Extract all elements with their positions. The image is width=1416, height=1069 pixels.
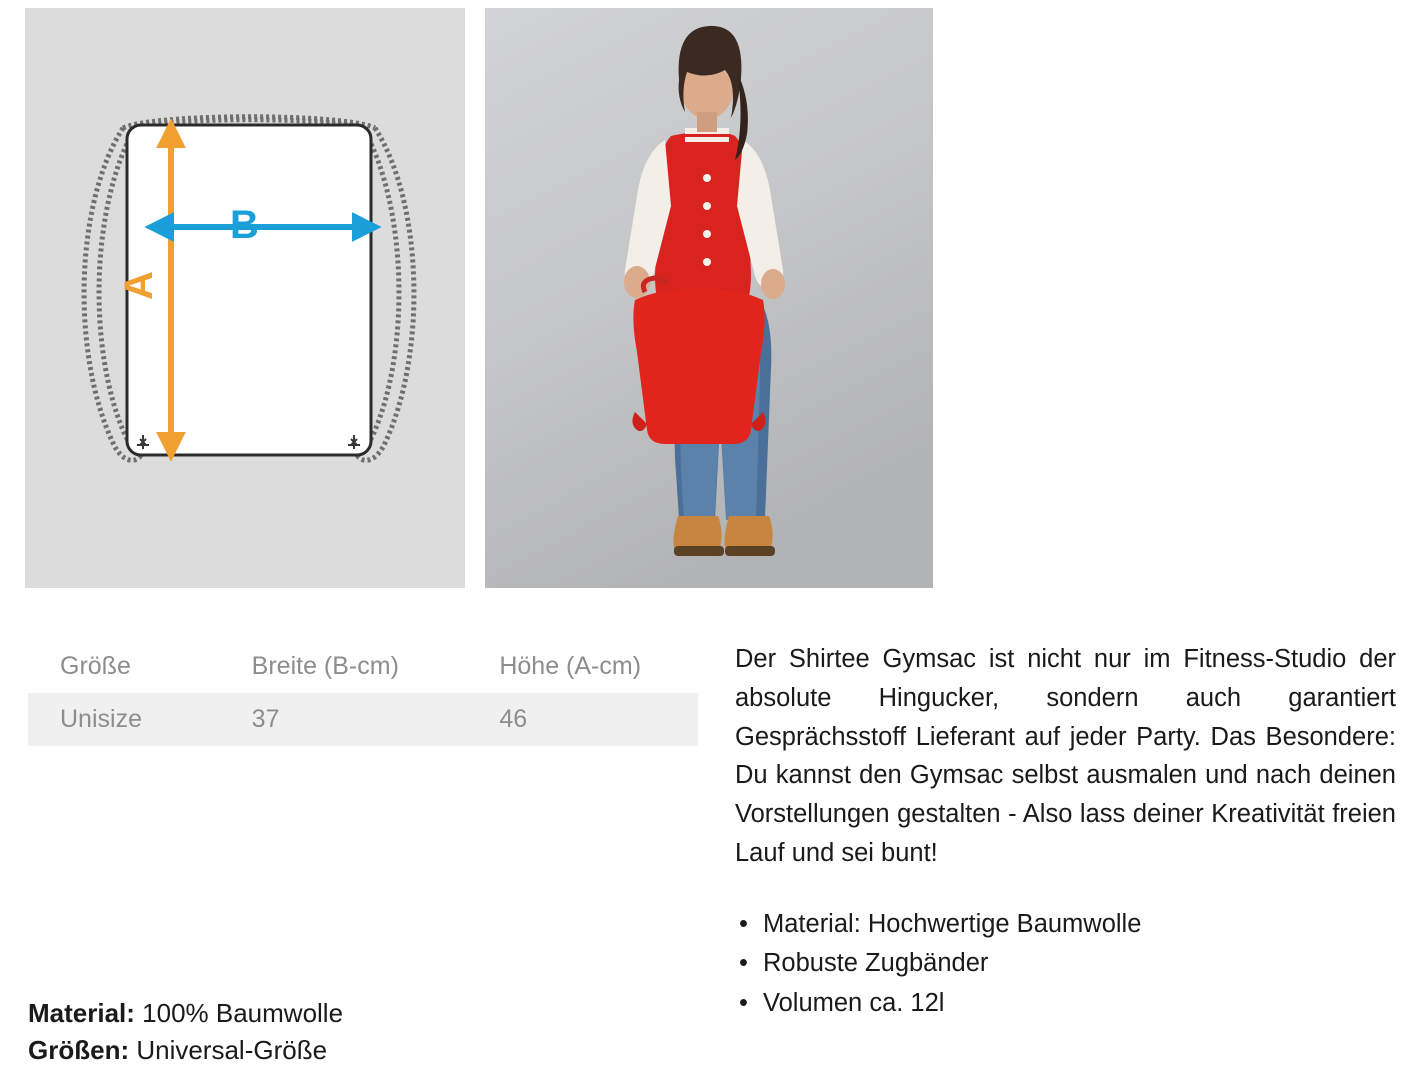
description-column [705,640,1416,1023]
dimension-b-label: B [230,203,259,247]
sizes-label: Größen: [28,1034,130,1065]
product-description: Der Shirtee Gymsac ist nicht nur im Fitness-Studio der absolute Hingucker, sondern auch garantiert Gesprächsstoff Lieferant auf jeder Party. Das Besondere: Du kannst den Gymsac selbst ausmalen und nach deinen Vorstellungen gestalten - Also lass deiner Kreativität freien Lauf und sei bunt! [735,645,1396,867]
feature-list [735,905,1396,1024]
material-info [28,995,343,1069]
table-header-row [28,640,698,693]
model-photo-illustration [485,8,933,588]
size-table-column [0,640,705,1065]
model-photo [485,8,933,588]
table-header-width: Breite (B-cm) [220,640,468,693]
list-item: • Volumen ca. 12l [735,984,1396,1024]
cell-width: 37 [220,693,468,746]
table-row [28,693,698,746]
size-chart-illustration [25,8,465,588]
material-line [28,995,343,1032]
dimension-a-label: A [116,271,161,300]
drawstring-bag-drawing [45,83,445,483]
material-label: Material: [28,998,135,1028]
product-details-section [0,588,1416,1065]
cell-height: 46 [467,693,698,746]
list-item: • Robuste Zugbänder [735,944,1396,984]
sizes-value: Universal-Größe [129,1034,328,1065]
list-item: • Material: Hochwertige Baumwolle [735,905,1396,945]
cell-size: Unisize [28,693,220,746]
sizes-line [28,1032,343,1069]
table-header-height: Höhe (A-cm) [467,640,698,693]
material-value: 100% Baumwolle [134,998,344,1028]
size-table [28,640,698,746]
table-header-size: Größe [28,640,220,693]
